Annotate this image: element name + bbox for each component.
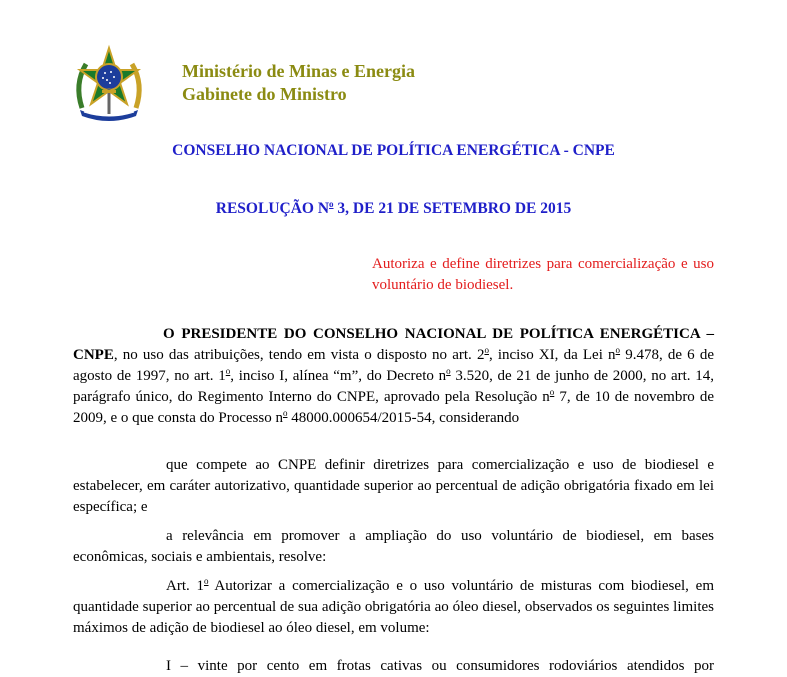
resolution-title-prefix: RESOLUÇÃO N (215, 200, 330, 217)
ordinal-mark: o (204, 576, 209, 586)
ordinal-mark: o (484, 345, 489, 355)
council-title: CONSELHO NACIONAL DE POLÍTICA ENERGÉTICA - CNPE (172, 142, 615, 159)
article-1-paragraph (73, 576, 714, 639)
ordinal-mark: o (446, 366, 451, 376)
consideration-paragraph: que compete ao CNPE definir diretrizes para comercialização e uso de biodiesel e estabelecer, em caráter autorizativo, quantidade superior ao percentual de adição obrigatória fixado em lei específica; e (73, 457, 714, 515)
article-1-text: Autorizar a comercialização e o uso voluntário de misturas com biodiesel, em quantidade superior ao percentual de sua adição obrigatória ao óleo diesel, observados os seguintes limites máximos de adição de biodiesel ao óleo diesel, em volume: (73, 578, 714, 636)
ordinal-mark: o (225, 366, 231, 376)
preamble-paragraph (73, 324, 714, 429)
resolution-summary: Autoriza e define diretrizes para comercialização e uso voluntário de biodiesel. (372, 256, 714, 293)
ordinal-mark: o (615, 345, 621, 355)
preamble-text-3: 9.478, de 6 de agosto de 1997, no art. 1 (73, 347, 714, 384)
ordinal-mark: o (549, 387, 555, 397)
preamble-text-5: 3.520, de 21 de junho de 2000, no art. 14, parágrafo único, do Regimento Interno do CNPE, aprovado pela Resolução n (73, 368, 715, 405)
preamble-heading: O PRESIDENTE DO CONSELHO NACIONAL DE POLÍTICA ENERGÉTICA – CNPE (73, 326, 714, 363)
office-name: Gabinete do Ministro (182, 84, 347, 104)
ministry-name: Ministério de Minas e Energia (182, 61, 415, 81)
resolution-ordinal: o (329, 199, 334, 209)
preamble-text-4: , inciso I, alínea “m”, do Decreto n (230, 368, 447, 384)
ministry-header (182, 60, 415, 106)
resolution-title (0, 200, 787, 218)
consideration-paragraph: a relevância em promover a ampliação do uso voluntário de biodiesel, em bases econômicas, sociais e ambientais, resolve: (73, 528, 714, 565)
article-1-label: Art. 1 (166, 578, 204, 594)
preamble-text-1: , no uso das atribuições, tendo em vista o disposto no art. 2 (113, 347, 485, 363)
resolution-title-rest: 3, DE 21 DE SETEMBRO DE 2015 (333, 200, 572, 217)
ordinal-mark: o (282, 408, 288, 418)
brazil-coat-of-arms-icon (70, 44, 148, 124)
preamble-text-6: 7, de 10 de novembro de 2009, e o que consta do Processo n (73, 389, 714, 426)
preamble-text-7: 48000.000654/2015-54, considerando (287, 410, 520, 426)
article-1-item-1: I – vinte por cento em frotas cativas ou consumidores rodoviários atendidos por (166, 658, 714, 674)
preamble-text-2: , inciso XI, da Lei n (488, 347, 616, 363)
